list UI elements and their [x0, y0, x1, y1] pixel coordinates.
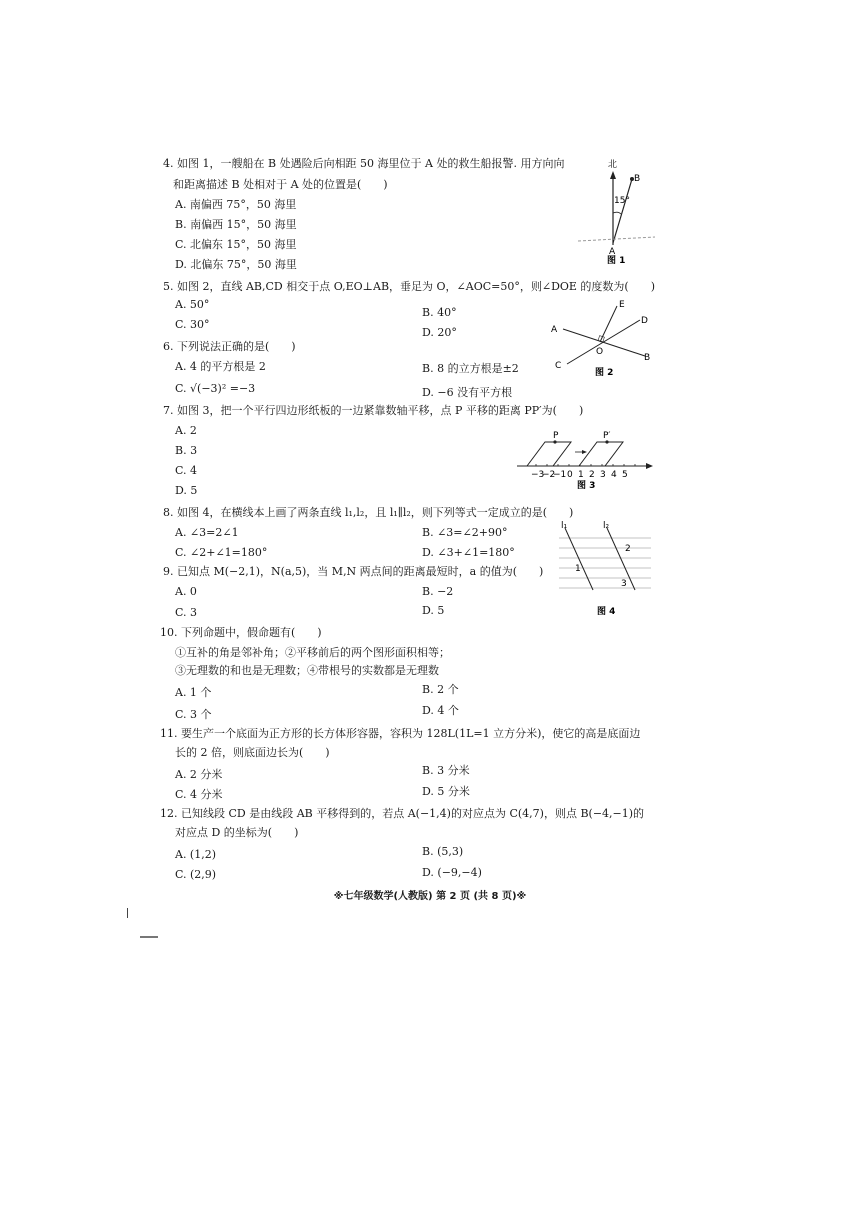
fig3-tick-m3: −3 — [531, 470, 545, 480]
q7-option-d: D. 5 — [175, 484, 198, 497]
q6-option-b: B. 8 的立方根是±2 — [422, 362, 519, 375]
q12-option-b: B. (5,3) — [422, 845, 464, 858]
q8-option-a: A. ∠3=2∠1 — [175, 526, 239, 539]
question-12-stem: 12. 已知线段 CD 是由线段 AB 平移得到的，若点 A(−1,4)的对应点为 C(4,7)，则点 B(−4,−1)的 — [160, 807, 645, 820]
q9-option-c: C. 3 — [175, 606, 198, 619]
fig3-tick-1: 1 — [578, 470, 584, 480]
fig3-tick-5: 5 — [622, 470, 628, 480]
fig1-angle: 15° — [614, 196, 630, 206]
q5-option-c: C. 30° — [175, 318, 210, 331]
fig4-angle-2: 2 — [625, 544, 631, 554]
fig2-label-b: B — [644, 353, 651, 363]
q10-option-d: D. 4 个 — [422, 704, 459, 717]
page-footer: ※七年级数学(人教版) 第 2 页 (共 8 页)※ — [333, 891, 527, 902]
q8-option-b: B. ∠3=∠2+90° — [422, 526, 508, 539]
question-10-statement-2: ③无理数的和也是无理数；④带根号的实数都是无理数 — [175, 664, 439, 677]
fig3-point-p-prime: P′ — [603, 431, 611, 441]
fig3-caption: 图 3 — [577, 481, 596, 490]
fig2-label-a: A — [551, 325, 558, 335]
question-9-stem: 9. 已知点 M(−2,1)，N(a,5)，当 M,N 两点间的距离最短时，a 的值为( ) — [163, 565, 544, 578]
fig1-caption: 图 1 — [607, 256, 626, 265]
fig2-label-o: O — [596, 347, 604, 357]
q12-option-d: D. (−9,−4) — [422, 866, 482, 879]
question-4-stem-cont: 和距离描述 B 处相对于 A 处的位置是( ) — [173, 178, 388, 191]
fig2-label-d: D — [641, 316, 648, 326]
question-12-stem-cont: 对应点 D 的坐标为( ) — [175, 826, 299, 839]
figure-2 — [545, 296, 655, 378]
question-6-stem: 6. 下列说法正确的是( ) — [163, 340, 296, 353]
fig1-north-label: 北 — [608, 160, 618, 170]
fig4-line-l2: l₂ — [603, 521, 610, 531]
question-10-statement-1: ①互补的角是邻补角；②平移前后的两个图形面积相等； — [175, 646, 450, 659]
scan-mark — [140, 936, 158, 938]
q12-option-a: A. (1,2) — [175, 848, 217, 861]
question-4-stem: 4. 如图 1，一艘船在 B 处遇险后向相距 50 海里位于 A 处的救生船报警. 用方向向 — [163, 157, 565, 170]
fig1-point-b: B — [634, 174, 641, 184]
q6-option-d: D. −6 没有平方根 — [422, 386, 513, 399]
figure-3 — [515, 426, 655, 490]
q11-option-d: D. 5 分米 — [422, 785, 470, 798]
fig2-caption: 图 2 — [595, 368, 614, 378]
question-5-stem: 5. 如图 2，直线 AB,CD 相交于点 O,EO⊥AB，垂足为 O，∠AOC=50°，则∠DOE 的度数为( ) — [163, 280, 656, 293]
question-11-stem: 11. 要生产一个底面为正方形的长方体形容器，容积为 128L(1L=1 立方分米)，使它的高是底面边 — [160, 727, 641, 740]
q5-option-d: D. 20° — [422, 326, 457, 339]
fig2-label-e: E — [619, 300, 625, 310]
q10-option-a: A. 1 个 — [175, 686, 212, 699]
q10-option-c: C. 3 个 — [175, 708, 212, 721]
q5-option-b: B. 40° — [422, 306, 457, 319]
q9-option-a: A. 0 — [175, 585, 197, 598]
q4-option-a: A. 南偏西 75°，50 海里 — [175, 198, 297, 211]
q9-option-d: D. 5 — [422, 604, 445, 617]
fig1-point-a: A — [609, 247, 616, 257]
figure-4 — [555, 518, 655, 620]
figure-1 — [570, 155, 660, 265]
fig3-tick-m1: −1 — [553, 470, 567, 480]
fig4-angle-3: 3 — [621, 579, 627, 589]
fig3-tick-4: 4 — [611, 470, 617, 480]
fig4-caption: 图 4 — [597, 607, 616, 617]
q4-option-c: C. 北偏东 15°，50 海里 — [175, 238, 297, 251]
q4-option-b: B. 南偏西 15°，50 海里 — [175, 218, 297, 231]
question-11-stem-cont: 长的 2 倍，则底面边长为( ) — [175, 746, 330, 759]
q11-option-c: C. 4 分米 — [175, 788, 223, 801]
q12-option-c: C. (2,9) — [175, 868, 217, 881]
fig3-tick-3: 3 — [600, 470, 606, 480]
q10-option-b: B. 2 个 — [422, 683, 459, 696]
question-7-stem: 7. 如图 3，把一个平行四边形纸板的一边紧靠数轴平移，点 P 平移的距离 PP′为( ) — [163, 404, 584, 417]
fig4-line-l1: l₁ — [561, 521, 568, 531]
fig2-label-c: C — [555, 361, 562, 371]
q8-option-c: C. ∠2+∠1=180° — [175, 546, 268, 559]
q8-option-d: D. ∠3+∠1=180° — [422, 546, 515, 559]
q11-option-a: A. 2 分米 — [175, 768, 223, 781]
q6-option-c: C. √(−3)² =−3 — [175, 382, 256, 395]
fig3-point-p: P — [553, 431, 559, 441]
q7-option-b: B. 3 — [175, 444, 198, 457]
q5-option-a: A. 50° — [175, 298, 210, 311]
question-8-stem: 8. 如图 4，在横线本上画了两条直线 l₁,l₂，且 l₁∥l₂，则下列等式一定成立的是( ) — [163, 506, 574, 519]
fig3-tick-0: 0 — [567, 470, 573, 480]
scan-mark — [127, 908, 128, 918]
q9-option-b: B. −2 — [422, 585, 454, 598]
q4-option-d: D. 北偏东 75°，50 海里 — [175, 258, 297, 271]
q6-option-a: A. 4 的平方根是 2 — [175, 360, 266, 373]
q7-option-c: C. 4 — [175, 464, 198, 477]
fig3-tick-2: 2 — [589, 470, 595, 480]
fig4-angle-1: 1 — [575, 564, 581, 574]
fig3-tick-m2: −2 — [542, 470, 556, 480]
q7-option-a: A. 2 — [175, 424, 197, 437]
question-10-stem: 10. 下列命题中，假命题有( ) — [160, 626, 322, 639]
q11-option-b: B. 3 分米 — [422, 764, 470, 777]
